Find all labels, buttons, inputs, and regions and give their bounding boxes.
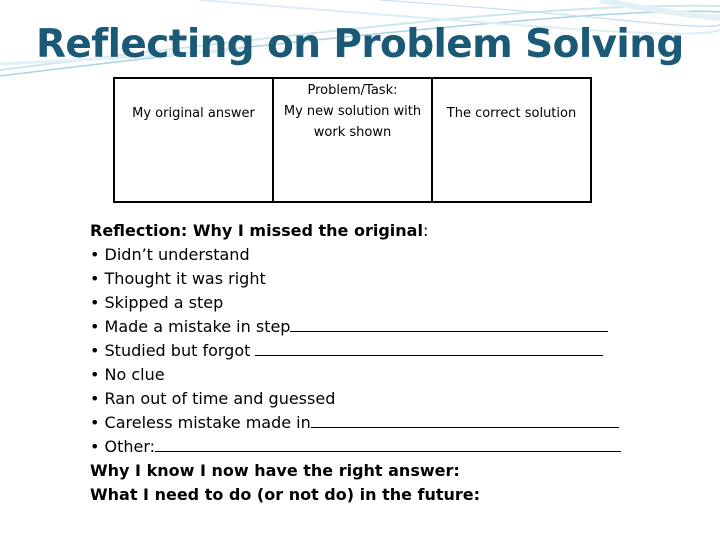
reflection-heading: Reflection: Why I missed the original: xyxy=(90,221,429,240)
list-item: • Ran out of time and guessed xyxy=(90,389,336,408)
forgot-blank-line xyxy=(255,340,603,356)
list-item: • Skipped a step xyxy=(90,293,224,312)
correct-solution-cell xyxy=(433,79,590,201)
original-answer-cell xyxy=(115,79,274,201)
step-blank-line xyxy=(290,316,608,332)
list-item: • Other: xyxy=(90,435,621,459)
work-shown-label: work shown xyxy=(313,125,392,140)
correct-solution-header: The correct solution xyxy=(446,106,577,121)
future-action-prompt: What I need to do (or not do) in the future: xyxy=(90,485,481,504)
list-item: • Thought it was right xyxy=(90,269,266,288)
why-know-prompt: Why I know I now have the right answer: xyxy=(90,461,460,480)
careless-blank-line xyxy=(311,412,619,428)
list-item: • Didn’t understand xyxy=(90,245,250,264)
list-item: • Careless mistake made in xyxy=(90,411,621,435)
slide-title: Reflecting on Problem Solving xyxy=(36,22,684,67)
list-item: • Studied but forgot xyxy=(90,339,621,363)
new-solution-label: My new solution with xyxy=(283,104,422,119)
reflection-section xyxy=(90,219,621,507)
list-item: • Made a mistake in step xyxy=(90,315,621,339)
other-blank-line xyxy=(155,436,621,452)
original-answer-header: My original answer xyxy=(132,106,255,121)
problem-table xyxy=(113,77,592,203)
problem-task-label: Problem/Task: xyxy=(307,83,398,98)
new-solution-header xyxy=(274,80,431,143)
list-item: • No clue xyxy=(90,365,165,384)
new-solution-cell xyxy=(274,79,433,201)
